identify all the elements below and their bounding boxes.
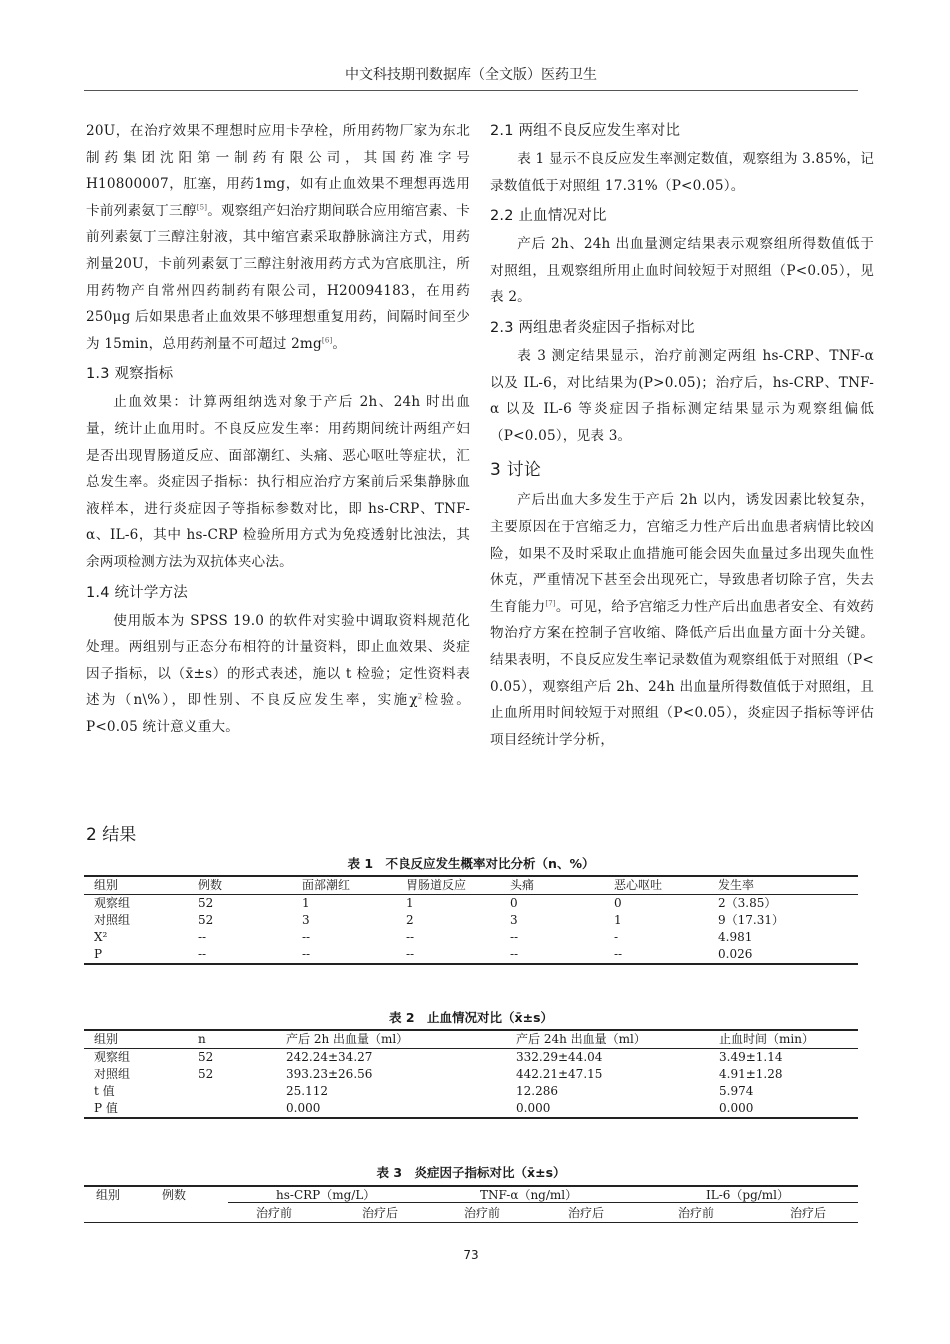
table1 xyxy=(84,875,858,965)
table-cell: -- xyxy=(510,930,519,944)
table-cell: 3 xyxy=(302,913,310,927)
table-cell xyxy=(188,1083,276,1100)
section-heading-2-1: 2.1 两组不良反应发生率对比 xyxy=(490,123,681,139)
table-cell: 0.000 xyxy=(506,1100,709,1118)
table3-il6-after: 治疗后 xyxy=(790,1206,827,1220)
table2-header-24h: 产后 24h 出血量（ml） xyxy=(506,1030,709,1049)
table-cell: 4.91±1.28 xyxy=(719,1067,783,1081)
table-cell: 1 xyxy=(302,896,310,910)
table3-header-hscrp: hs-CRP（mg/L） xyxy=(276,1188,376,1202)
table-cell: 9（17.31） xyxy=(718,913,784,927)
table-cell: -- xyxy=(188,946,292,964)
citation-ref: [6] xyxy=(321,336,333,345)
table-row xyxy=(84,929,858,946)
table-cell: P 值 xyxy=(84,1100,188,1118)
inflammation-paragraph: 表 3 测定结果显示，治疗前测定两组 hs-CRP、TNF-α 以及 IL-6，对比结果为(P>0.05)；治疗后，hs-CRP、TNF-α 以及 IL-6 等炎症因子指标测定结果显示为观察组偏低（P<0.05），见表 3。 xyxy=(490,347,874,444)
table-cell: 1 xyxy=(614,913,622,927)
table-row xyxy=(84,1083,858,1100)
table3-header-tnf: TNF-α（ng/ml） xyxy=(480,1188,578,1202)
table-cell: 观察组 xyxy=(94,896,131,910)
journal-header: 中文科技期刊数据库（全文版）医药卫生 xyxy=(345,67,597,83)
table-cell: - xyxy=(614,930,619,944)
table3-hscrp-before: 治疗前 xyxy=(256,1206,293,1220)
observation-paragraph: 止血效果：计算两组纳选对象于产后 2h、24h 时出血量，统计止血用时。不良反应发生率：用药期间统计两组产妇是否出现胃肠道反应、面部潮红、头痛、恶心呕吐等症状，汇总发生率。炎症因子指标：执行相应治疗方案前后采集静脉血液样本，进行炎症因子等指标参数对比，即 hs-CRP、TNF-α、IL-6，其中 hs-CRP 检验所用方式为免疫透射比浊法，其余两项检测方法为双抗体夹心法。 xyxy=(86,394,470,570)
text-run: 。 xyxy=(332,335,347,352)
table-cell: 3 xyxy=(510,913,518,927)
text-run: 。可见，给予宫缩乏力性产后出血患者安全、有效药物治疗方案在控制子宫收缩、降低产后出血量方面十分关键。结果表明，不良反应发生率记录数值为观察组低于对照组（P< 0.05），观察组产后 2h、24h 出血量所得数值低于对照组，且止血所用时间较短于对照组（P<0.05），炎症因子指标等评估项目经统计学分析， xyxy=(490,598,874,748)
page-number: 73 xyxy=(463,1248,479,1262)
table-cell: 2 xyxy=(406,913,414,927)
bleeding-paragraph: 产后 2h、24h 出血量测定结果表示观察组所得数值低于对照组，且观察组所用止血时间较短于对照组（P<0.05），见表 2。 xyxy=(490,236,874,306)
table-cell: -- xyxy=(406,930,415,944)
table-cell: -- xyxy=(500,946,604,964)
citation-ref: [7] xyxy=(545,599,556,608)
table-cell: 0 xyxy=(614,896,622,910)
table2 xyxy=(84,1029,858,1119)
table3-il6-before: 治疗前 xyxy=(678,1206,715,1220)
table-cell: 3.49±1.14 xyxy=(719,1050,783,1064)
table-row xyxy=(84,1100,858,1118)
method-paragraph xyxy=(86,118,470,357)
table2-header-group: 组别 xyxy=(84,1030,188,1049)
text-run: 使用版本为 SPSS 19.0 的软件对实验中调取资料规范化处理。两组别与正态分布相符的计量资料，即止血效果、炎症因子指标，以（x̄±s）的形式表述，施以 t 检验；定性资料表述为（n\%），即性别、不良反应发生率，实施χ xyxy=(86,612,470,709)
table-cell: X² xyxy=(94,930,108,944)
table3-header-count: 例数 xyxy=(162,1188,187,1202)
table1-caption: 表 1 不良反应发生概率对比分析（n、%） xyxy=(347,856,595,871)
text-run: 检验。P<0.05 统计意义重大。 xyxy=(86,692,470,735)
table-cell: 1 xyxy=(406,896,414,910)
table-cell: 442.21±47.15 xyxy=(516,1067,603,1081)
table1-header-group: 组别 xyxy=(84,876,188,895)
section-heading-1-3: 1.3 观察指标 xyxy=(86,366,174,383)
table1-header-headache: 头痛 xyxy=(500,876,604,895)
table-row xyxy=(84,1049,858,1067)
text-run: 产后出血大多发生于产后 2h 以内，诱发因素比较复杂，主要原因在于宫缩乏力，宫缩乏力性产后出血患者病情比较凶险，如果不及时采取止血措施可能会因失血量过多出现失血性休克，严重情况下甚至会出现死亡，导致患者切除子宫，失去生育能力 xyxy=(490,492,874,615)
table-cell: 25.112 xyxy=(286,1084,328,1098)
section-heading-1-4: 1.4 统计学方法 xyxy=(86,584,188,601)
table-cell: 5.974 xyxy=(719,1084,754,1098)
citation-ref: [5] xyxy=(196,203,208,212)
table-cell: -- xyxy=(396,946,500,964)
table-row xyxy=(84,1066,858,1083)
table-cell: 对照组 xyxy=(94,913,131,927)
table-cell: 0.026 xyxy=(708,946,858,964)
table3-tnf-before: 治疗前 xyxy=(464,1206,501,1220)
results-heading: 2 结果 xyxy=(86,825,137,845)
section-heading-2-3: 2.3 两组患者炎症因子指标对比 xyxy=(490,319,695,336)
table-cell: -- xyxy=(604,946,708,964)
table-cell xyxy=(188,1100,276,1118)
table1-header-nausea: 恶心呕吐 xyxy=(604,876,708,895)
table1-header-gi: 胃肠道反应 xyxy=(396,876,500,895)
text-run: 。观察组产妇治疗期间联合应用缩宫素、卡前列素氨丁三醇注射液，其中缩宫素采取静脉滴注方式，用药剂量20U，卡前列素氨丁三醇注射液用药方式为宫底肌注，所用药物产自常州四药制药有限公司，H20094183，在用药 250μg 后如果患者止血效果不够理想重复用药，间隔时间至少为 15min，总用药剂量不可超过 2mg xyxy=(86,202,470,352)
table-cell: t 值 xyxy=(94,1084,115,1098)
table-row xyxy=(84,895,858,913)
table3-bottom-rule xyxy=(84,1222,858,1223)
table2-caption: 表 2 止血情况对比（x̄±s） xyxy=(388,1010,554,1025)
table-cell: 242.24±34.27 xyxy=(286,1050,373,1064)
table-cell: 0.000 xyxy=(709,1100,858,1118)
table2-header-n: n xyxy=(188,1030,276,1049)
table3-header-il6: IL-6（pg/ml） xyxy=(706,1188,790,1202)
table-cell: 12.286 xyxy=(516,1084,558,1098)
table-cell: 观察组 xyxy=(94,1050,131,1064)
left-column xyxy=(86,118,470,740)
table-row xyxy=(84,946,858,964)
table3-hscrp-after: 治疗后 xyxy=(362,1206,399,1220)
table3-tnf-after: 治疗后 xyxy=(568,1206,605,1220)
table-cell: -- xyxy=(198,930,207,944)
table-cell: -- xyxy=(292,946,396,964)
table-cell: 332.29±44.04 xyxy=(516,1050,603,1064)
table-cell: 4.981 xyxy=(718,930,753,944)
table-cell: 0 xyxy=(510,896,518,910)
table-row xyxy=(84,912,858,929)
table-cell: 52 xyxy=(198,1067,214,1081)
table2-header-2h: 产后 2h 出血量（ml） xyxy=(276,1030,506,1049)
discussion-paragraph xyxy=(490,487,874,753)
statistics-paragraph xyxy=(86,608,470,741)
table-cell: 对照组 xyxy=(94,1067,131,1081)
table-cell: 52 xyxy=(198,896,214,910)
table-cell: 52 xyxy=(198,913,214,927)
superscript: 2 xyxy=(417,692,423,701)
section-heading-2-2: 2.2 止血情况对比 xyxy=(490,208,607,225)
table-cell: 2（3.85） xyxy=(718,896,777,910)
header-divider xyxy=(84,90,858,91)
right-column xyxy=(490,118,874,753)
table1-header-count: 例数 xyxy=(188,876,292,895)
table-cell: 393.23±26.56 xyxy=(286,1067,373,1081)
adverse-paragraph: 表 1 显示不良反应发生率测定数值，观察组为 3.85%，记录数值低于对照组 17.31%（P<0.05）。 xyxy=(490,151,874,194)
table-cell: P xyxy=(84,946,188,964)
table2-header-time: 止血时间（min） xyxy=(709,1030,858,1049)
table-cell: -- xyxy=(302,930,311,944)
table3-caption: 表 3 炎症因子指标对比（x̄±s） xyxy=(376,1165,566,1180)
table1-header-rate: 发生率 xyxy=(708,876,858,895)
table-cell: 0.000 xyxy=(276,1100,506,1118)
table3-header-group: 组别 xyxy=(96,1188,121,1202)
section-heading-3: 3 讨论 xyxy=(490,460,542,481)
table-cell: 52 xyxy=(198,1050,214,1064)
text-run: 20U，在治疗效果不理想时应用卡孕栓，所用药物厂家为东北制药集团沈阳第一制药有限公司，其国药准字号H10800007，肛塞，用药1mg，如有止血效果不理想再选用卡前列素氨丁三醇 xyxy=(86,123,470,219)
table1-header-flush: 面部潮红 xyxy=(292,876,396,895)
